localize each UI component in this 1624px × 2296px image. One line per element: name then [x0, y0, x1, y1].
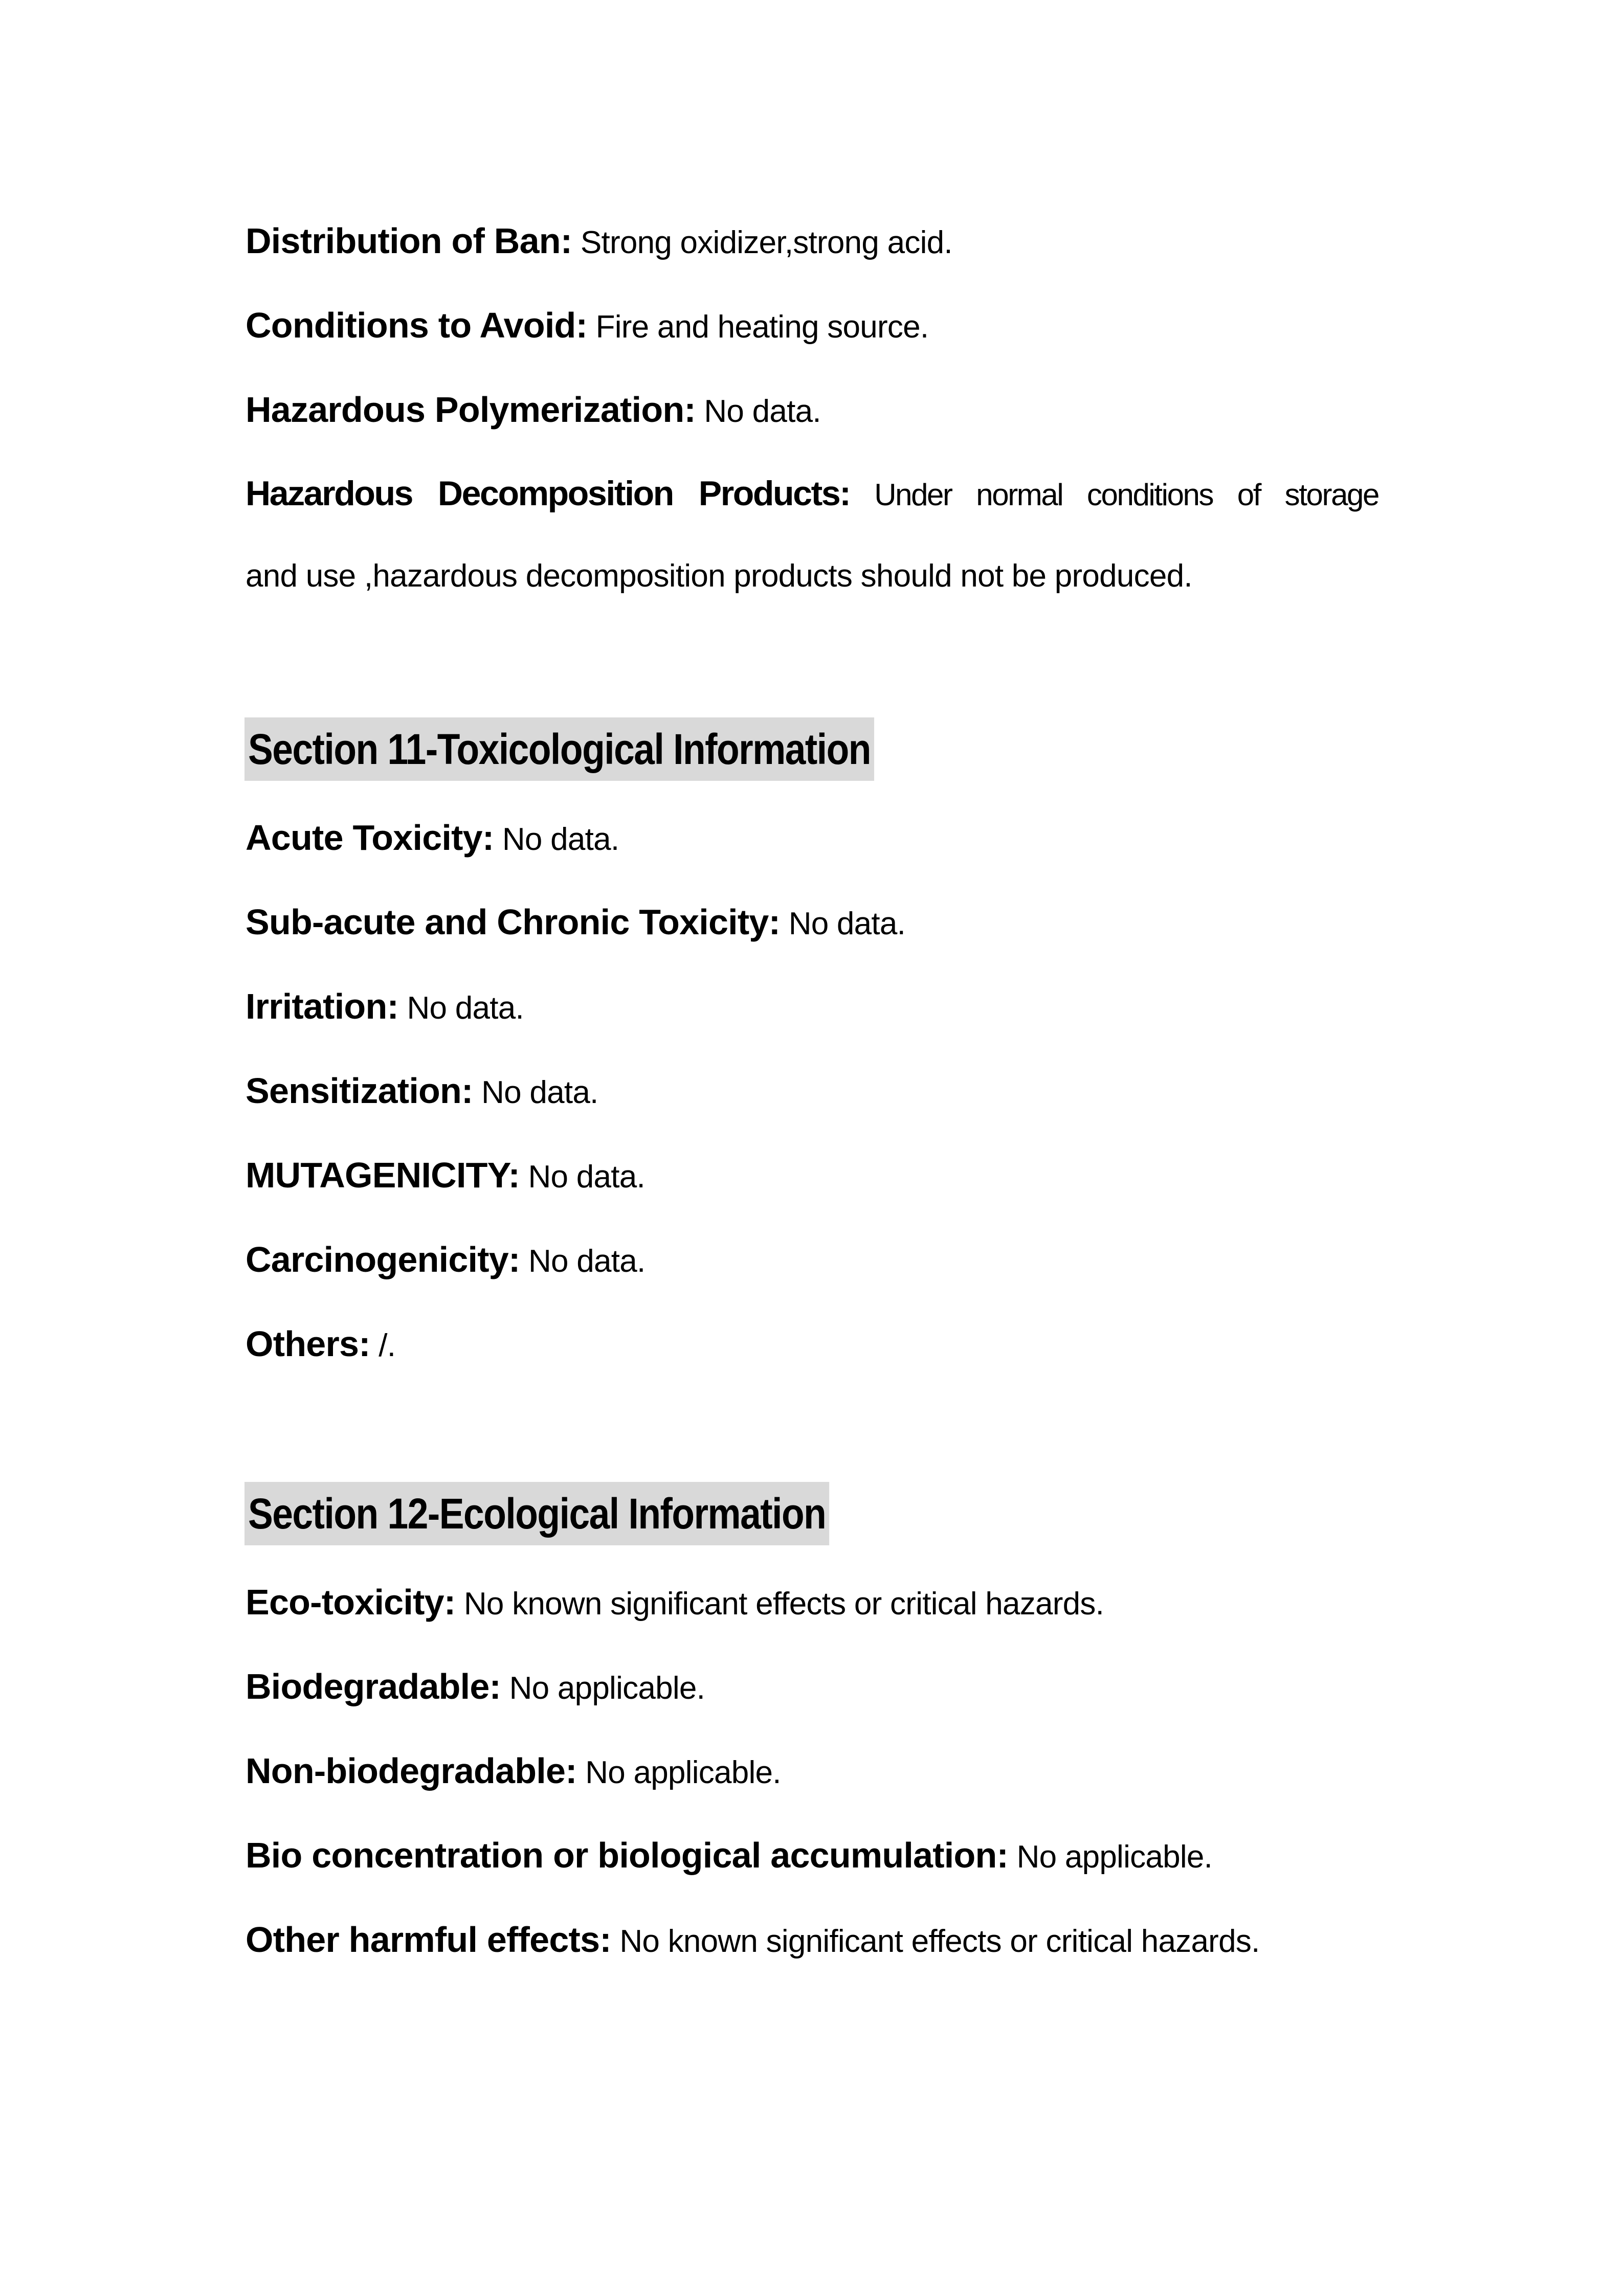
- entry-value: No known significant effects or critical hazards.: [463, 1586, 1104, 1622]
- entry-label: Other harmful effects:: [246, 1920, 611, 1960]
- entry-label: Eco-toxicity:: [246, 1582, 456, 1622]
- section-11-header: [244, 717, 874, 781]
- entry-value: No data.: [528, 1244, 646, 1279]
- entry-label: Conditions to Avoid:: [246, 305, 588, 345]
- entry-sensitization: [246, 1073, 598, 1109]
- entry-value: Fire and heating source.: [595, 309, 929, 345]
- entry-label: Sensitization:: [246, 1071, 473, 1111]
- entry-value: No known significant effects or critical hazards.: [619, 1924, 1260, 1959]
- entry-carcinogenicity: [246, 1242, 645, 1277]
- entry-value: No data.: [704, 394, 821, 429]
- entry-hazardous-decomposition-products-line1: [246, 476, 1378, 542]
- entry-label: Acute Toxicity:: [246, 818, 494, 858]
- entry-label: Bio concentration or biological accumulation:: [246, 1835, 1009, 1875]
- entry-eco-toxicity: [246, 1584, 1104, 1620]
- entry-label: Sub-acute and Chronic Toxicity:: [246, 902, 781, 942]
- entry-label: Others:: [246, 1324, 370, 1364]
- entry-value: No data.: [788, 906, 906, 941]
- entry-label: Hazardous Decomposition Products:: [246, 474, 850, 513]
- entry-value: /.: [379, 1328, 396, 1363]
- entry-mutagenicity: [246, 1157, 645, 1193]
- entry-irritation: [246, 988, 524, 1024]
- entry-value: No data.: [528, 1159, 645, 1195]
- entry-sub-acute-chronic-toxicity: [246, 904, 905, 940]
- entry-value: No data.: [502, 822, 619, 857]
- entry-value: No data.: [407, 991, 524, 1026]
- entry-value: No data.: [481, 1075, 598, 1110]
- entry-label: MUTAGENICITY:: [246, 1155, 520, 1195]
- entry-biodegradable: [246, 1669, 705, 1704]
- entry-value: Strong oxidizer,strong acid.: [580, 225, 952, 260]
- entry-value: Under normal conditions of storage: [874, 478, 1378, 512]
- section-12-title: Section 12-Ecological Information: [248, 1490, 826, 1538]
- entry-conditions-to-avoid: [246, 307, 928, 343]
- entry-hazardous-polymerization: [246, 390, 821, 430]
- entry-value: No applicable.: [1016, 1839, 1213, 1875]
- entry-value: No applicable.: [509, 1671, 705, 1706]
- entry-label: Distribution of Ban:: [246, 221, 572, 261]
- entry-value: No applicable.: [585, 1755, 781, 1790]
- entry-hazardous-decomposition-products-line2: [246, 560, 1192, 592]
- entry-label: Hazardous Polymerization:: [246, 390, 696, 430]
- section-12-header: [244, 1482, 829, 1545]
- entry-non-biodegradable: [246, 1753, 781, 1789]
- entry-other-harmful-effects: [246, 1920, 1260, 1960]
- entry-label: Irritation:: [246, 986, 399, 1026]
- entry-distribution-of-ban: [246, 223, 952, 259]
- entry-others: [246, 1326, 395, 1362]
- entry-label: Biodegradable:: [246, 1667, 501, 1706]
- entry-label: Non-biodegradable:: [246, 1751, 577, 1791]
- section-11-title: Section 11-Toxicological Information: [248, 725, 871, 773]
- entry-acute-toxicity: [246, 820, 619, 856]
- entry-value: and use ,hazardous decomposition products should not be produced.: [246, 558, 1192, 594]
- entry-label: Carcinogenicity:: [246, 1240, 520, 1279]
- entry-bio-concentration: [246, 1837, 1212, 1873]
